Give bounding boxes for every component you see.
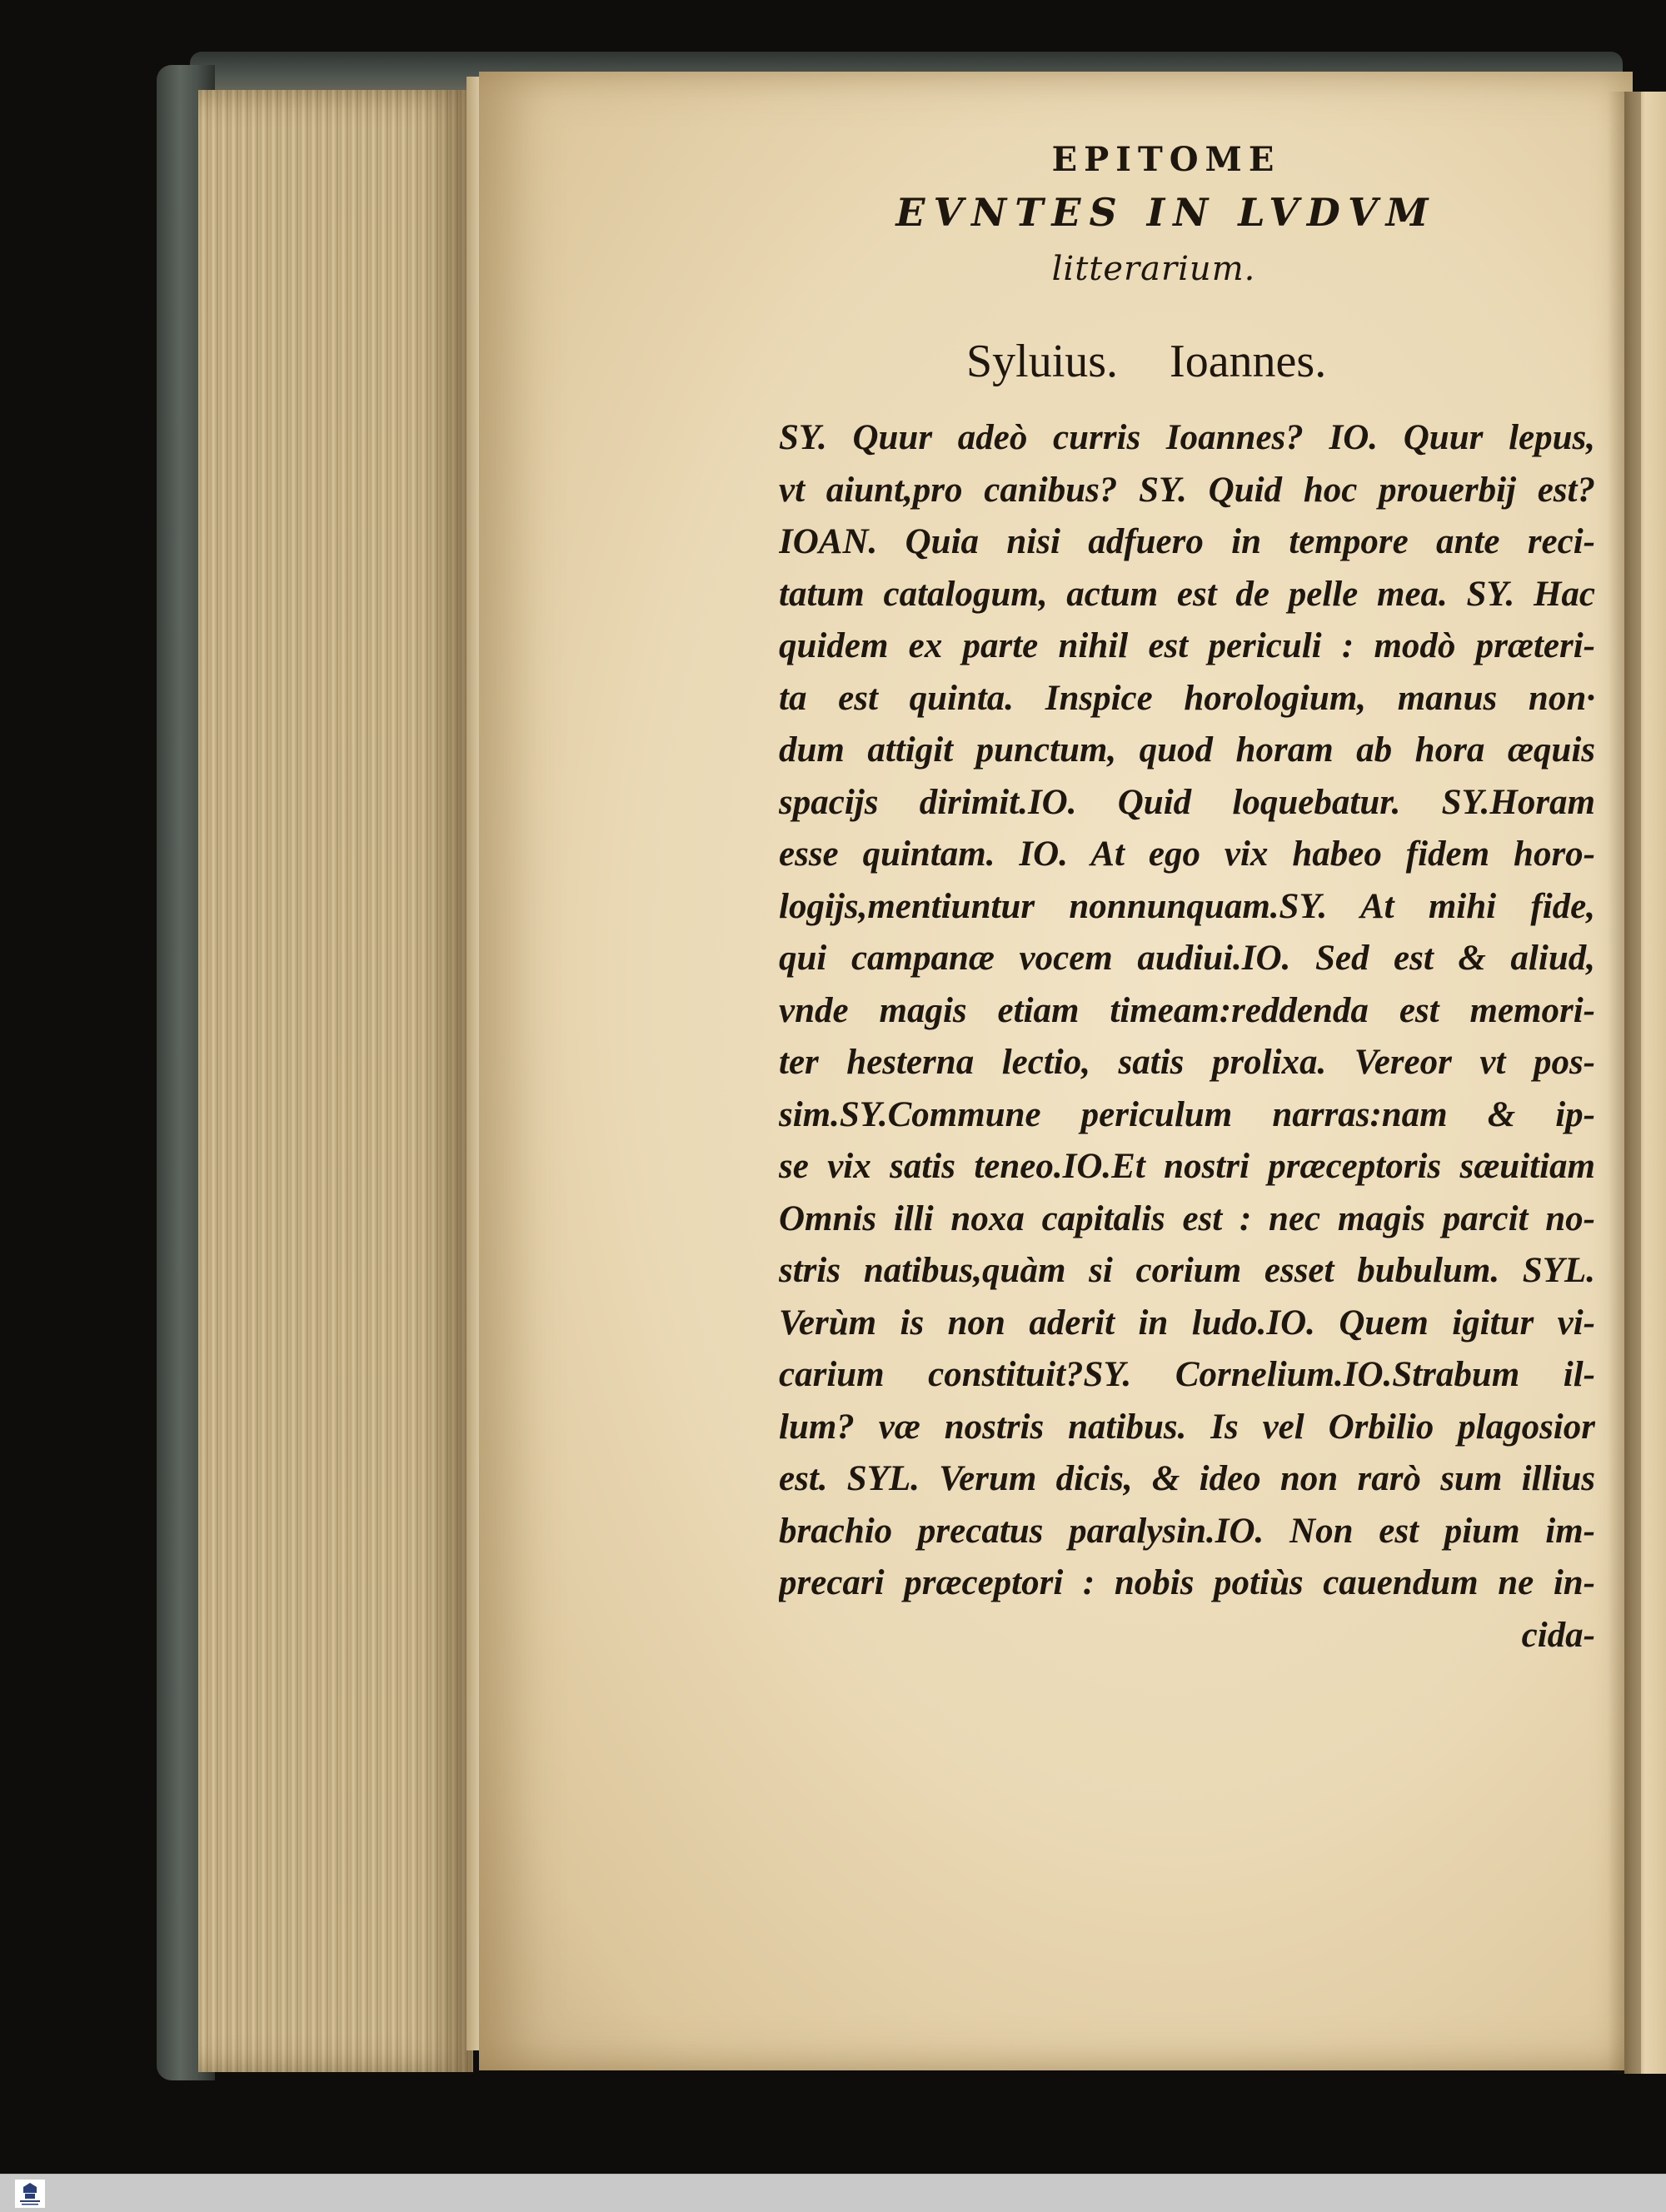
text-line: Verùm is non aderit in ludo.IO. Quem igitur vi- <box>779 1303 1595 1343</box>
text-line: est. SYL. Verum dicis, & ideo non rarò sum illius <box>779 1459 1595 1498</box>
text-line: precari præceptori : nobis potiùs cauendum ne in- <box>779 1563 1595 1602</box>
text-line: SY. Quur adeò curris Ioannes? IO. Quur lepus, <box>779 418 1595 457</box>
text-line: vnde magis etiam timeam:reddenda est memori- <box>779 990 1595 1030</box>
text-line: stris natibus,quàm si corium esset bubulum. SYL. <box>779 1251 1595 1290</box>
text-line: vt aiunt,pro canibus? SY. Quid hoc prouerbij est? <box>779 470 1595 510</box>
text-line: tatum catalogum, actum est de pelle mea. SY. Hac <box>779 574 1595 614</box>
text-line: esse quintam. IO. At ego vix habeo fidem horo- <box>779 834 1595 874</box>
text-line: quidem ex parte nihil est periculi : modò præteri- <box>779 626 1595 665</box>
text-line: ter hesterna lectio, satis prolixa. Vereor vt pos- <box>779 1043 1595 1082</box>
heading-subtitle: EVNTES IN LVDVM <box>895 190 1437 235</box>
catchword: cida- <box>1521 1615 1595 1655</box>
text-line: Omnis illi noxa capitalis est : nec magis parcit no- <box>779 1198 1595 1238</box>
text-line: qui campanæ vocem audiui.IO. Sed est & aliud, <box>779 939 1595 978</box>
text-line: carium constituit?SY. Cornelium.IO.Strabum il- <box>779 1355 1595 1394</box>
dialogue-speakers: Syluius. Ioannes. <box>966 336 1327 387</box>
text-line: logijs,mentiuntur nonnunquam.SY. At mihi fide, <box>779 886 1595 926</box>
text-line: dum attigit punctum, quod horam ab hora æquis <box>779 730 1595 770</box>
dialogue-text <box>779 412 1595 1661</box>
text-line: ta est quinta. Inspice horologium, manus non· <box>779 678 1595 718</box>
text-line: IOAN. Quia nisi adfuero in tempore ante reci- <box>779 522 1595 561</box>
viewer-footer-bar <box>0 2174 1666 2212</box>
text-line: brachio precatus paralysin.IO. Non est pium im- <box>779 1511 1595 1551</box>
heading-title: EPITOME <box>1051 140 1281 179</box>
library-crest-icon[interactable] <box>15 2180 45 2208</box>
heading-subtitle-continued: litterarium. <box>1051 250 1256 288</box>
text-line: spacijs dirimit.IO. Quid loquebatur. SY.Horam <box>779 782 1595 822</box>
text-line: lum? væ nostris natibus. Is vel Orbilio plagosior <box>779 1407 1595 1447</box>
text-line: sim.SY.Commune periculum narras:nam & ip- <box>779 1094 1595 1134</box>
text-line: se vix satis teneo.IO.Et nostri præceptoris sæuitiam <box>779 1147 1595 1186</box>
